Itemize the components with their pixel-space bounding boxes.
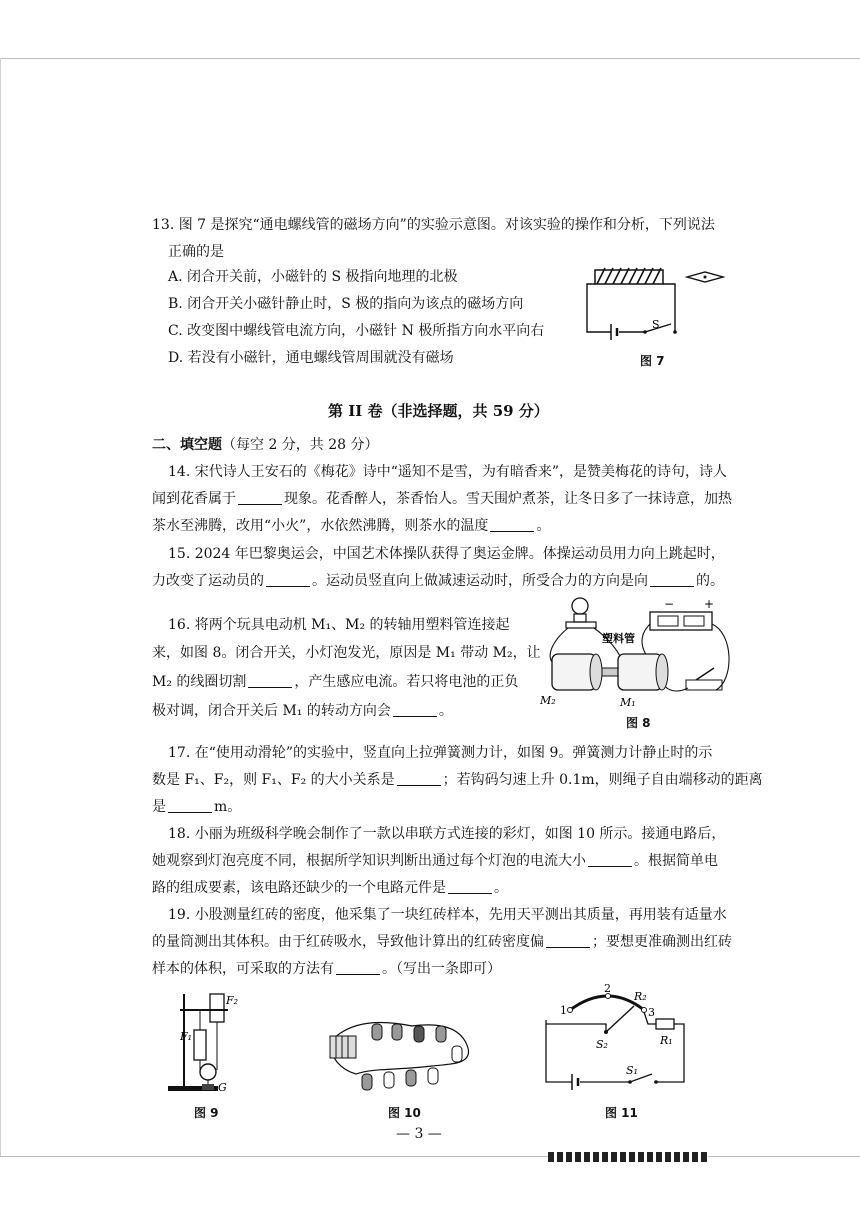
terminal-1-label: 1 xyxy=(560,1004,567,1017)
g-label: G xyxy=(218,1081,227,1094)
q16-text: ，产生感应电流。若只将电池的正负 xyxy=(294,674,519,690)
q15-text: 的。 xyxy=(696,573,724,589)
q15-line2 xyxy=(152,568,724,594)
q16-text: 极对调，闭合开关后 M₁ 的转动方向会 xyxy=(152,703,391,719)
q18-text: 。根据简单电 xyxy=(634,853,718,869)
q18-line2 xyxy=(152,848,718,874)
answer-blank[interactable] xyxy=(238,490,282,505)
q19-text: ；要想更准确测出红砖 xyxy=(592,934,732,950)
part2-title: 第 II 卷（非选择题，共 59 分） xyxy=(328,402,549,420)
page-number: — 3 — xyxy=(396,1126,442,1142)
section2-heading xyxy=(152,432,379,458)
figure-10-label: 图 10 xyxy=(388,1106,421,1120)
q13-option-c: C. 改变图中螺线管电流方向，小磁针 N 极所指方向水平向右 xyxy=(168,323,545,339)
q13-stem-line2: 正确的是 xyxy=(168,244,224,260)
qr-code-strip xyxy=(548,1152,708,1162)
terminal-3-label: 3 xyxy=(648,1006,655,1019)
answer-blank[interactable] xyxy=(588,852,632,867)
figure-7-solenoid-circuit xyxy=(575,260,740,348)
left-border xyxy=(0,58,1,1156)
answer-blank[interactable] xyxy=(168,798,212,813)
q14-text: 茶水至沸腾，改用“小火”，水依然沸腾，则茶水的温度 xyxy=(152,518,489,534)
section2-note: （每空 2 分，共 28 分） xyxy=(222,437,379,453)
q16-text: M₂ 的线圈切割 xyxy=(152,674,247,690)
q15-text: 。运动员竖直向上做减速运动时，所受合力的方向是向 xyxy=(312,573,648,589)
figure-10-string-lights xyxy=(322,1018,482,1102)
figure-11-circuit xyxy=(538,984,690,1096)
figure-7-label: 图 7 xyxy=(640,354,665,368)
figure-8-motors xyxy=(538,594,738,712)
q14-line3 xyxy=(152,513,550,539)
answer-blank[interactable] xyxy=(266,572,310,587)
q15-line1: 15. 2024 年巴黎奥运会，中国艺术体操队获得了奥运金牌。体操运动员用力向上跳起时， xyxy=(168,546,725,562)
q16-line1: 16. 将两个玩具电动机 M₁、M₂ 的转轴用塑料管连接起 xyxy=(168,617,510,633)
tube-label: 塑料管 xyxy=(602,632,635,645)
q16-text: 。 xyxy=(438,703,453,719)
answer-blank[interactable] xyxy=(397,771,441,786)
answer-blank[interactable] xyxy=(336,960,380,975)
q13-option-d: D. 若没有小磁针，通电螺线管周围就没有磁场 xyxy=(168,350,454,366)
top-border xyxy=(0,58,860,59)
q18-text: 她观察到灯泡亮度不同，根据所学知识判断出通过每个灯泡的电流大小 xyxy=(152,853,586,869)
answer-blank[interactable] xyxy=(448,879,492,894)
q16-line3 xyxy=(152,669,518,695)
q16-line2: 来，如图 8。闭合开关，小灯泡发光，原因是 M₁ 带动 M₂，让 xyxy=(152,645,541,661)
motor-m1-label: M₁ xyxy=(620,696,636,709)
q13-option-b: B. 闭合开关小磁针静止时，S 极的指向为该点的磁场方向 xyxy=(168,296,524,312)
q18-line3 xyxy=(152,875,508,901)
f1-label: F₁ xyxy=(180,1030,193,1043)
f2-label: F₂ xyxy=(226,994,239,1007)
figure-9-label: 图 9 xyxy=(194,1106,219,1120)
q16-line4 xyxy=(152,698,453,724)
answer-blank[interactable] xyxy=(490,517,534,532)
figure-9-pulley xyxy=(160,990,250,1100)
answer-blank[interactable] xyxy=(393,702,437,717)
q13-option-a: A. 闭合开关前，小磁针的 S 极指向地理的北极 xyxy=(168,269,458,285)
q17-line2 xyxy=(152,767,763,793)
q19-line1: 19. 小股测量红砖的密度，他采集了一块红砖样本，先用天平测出其质量，再用装有适量水 xyxy=(168,907,727,923)
r2-label: R₂ xyxy=(634,990,647,1003)
switch-s-label: S xyxy=(652,318,660,331)
q18-text: 。 xyxy=(494,880,508,896)
q17-text: 是 xyxy=(152,799,166,815)
q19-line3 xyxy=(152,956,501,982)
q14-text: 。 xyxy=(536,518,551,534)
q17-text: m。 xyxy=(214,799,242,815)
q15-text: 力改变了运动员的 xyxy=(152,573,264,589)
q14-line1: 14. 宋代诗人王安石的《梅花》诗中“遥知不是雪，为有暗香来”，是赞美梅花的诗句，诗人 xyxy=(168,464,728,480)
q18-line1: 18. 小丽为班级科学晚会制作了一款以串联方式连接的彩灯，如图 10 所示。接通电路后， xyxy=(168,826,726,842)
s2-label: S₂ xyxy=(596,1038,608,1051)
figure-11-label: 图 11 xyxy=(605,1106,638,1120)
q17-line3 xyxy=(152,794,241,820)
q14-text: 闻到花香属于 xyxy=(152,491,236,507)
battery-minus: − xyxy=(664,597,675,611)
q13-stem-line1: 13. 图 7 是探究“通电螺线管的磁场方向”的实验示意图。对该实验的操作和分析，下列说法 xyxy=(152,217,715,233)
battery-plus: + xyxy=(704,597,715,611)
q14-line2 xyxy=(152,486,732,512)
q19-text: 。（写出一条即可） xyxy=(382,961,501,977)
motor-m2-label: M₂ xyxy=(540,694,556,707)
q17-text: ；若钩码匀速上升 0.1m，则绳子自由端移动的距离 xyxy=(442,772,763,788)
bottom-border xyxy=(0,1156,860,1157)
s1-label: S₁ xyxy=(626,1064,638,1077)
terminal-2-label: 2 xyxy=(604,984,611,995)
q17-text: 数是 F₁、F₂，则 F₁、F₂ 的大小关系是 xyxy=(152,772,395,788)
answer-blank[interactable] xyxy=(650,572,694,587)
answer-blank[interactable] xyxy=(248,673,292,688)
q18-text: 路的组成要素，该电路还缺少的一个电路元件是 xyxy=(152,880,446,896)
q14-text: 现象。花香醉人，茶香怡人。雪天围炉煮茶，让冬日多了一抹诗意，加热 xyxy=(284,491,732,507)
q19-text: 的量筒测出其体积。由于红砖吸水，导致他计算出的红砖密度偏 xyxy=(152,934,544,950)
q19-line2 xyxy=(152,929,732,955)
answer-blank[interactable] xyxy=(546,933,590,948)
q17-line1: 17. 在“使用动滑轮”的实验中，竖直向上拉弹簧测力计，如图 9。弹簧测力计静止时的示 xyxy=(168,745,713,761)
q19-text: 样本的体积，可采取的方法有 xyxy=(152,961,334,977)
section2-title: 二、填空题 xyxy=(152,437,222,453)
r1-label: R₁ xyxy=(660,1034,673,1047)
figure-8-label: 图 8 xyxy=(626,716,651,730)
